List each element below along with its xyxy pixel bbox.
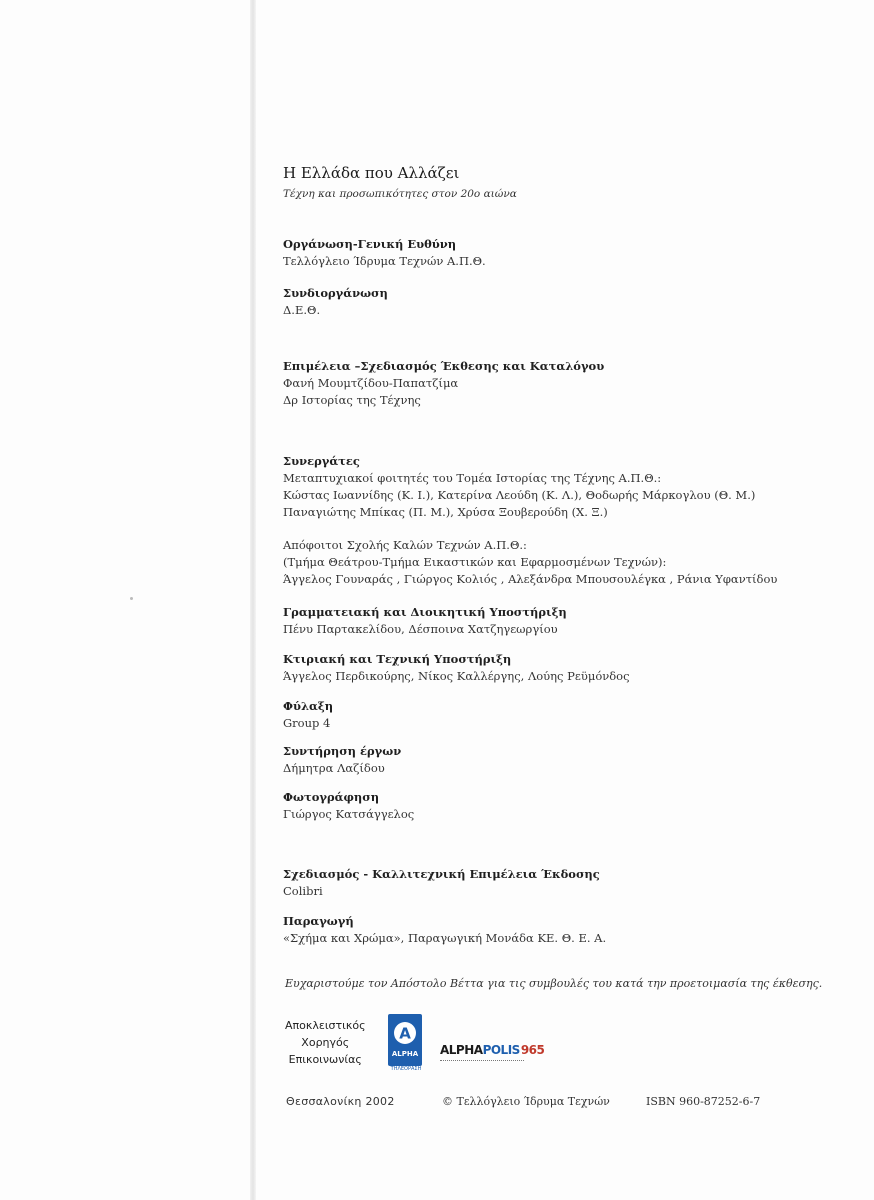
- alpha-logo-letter: A: [399, 1024, 411, 1043]
- sponsor-line: Αποκλειστικός: [285, 1019, 366, 1032]
- credit-line: Παναγιώτης Μπίκας (Π. Μ.), Χρύσα Ξουβερούδη (Χ. Ξ.): [283, 505, 608, 519]
- credit-line: Πένυ Παρτακελίδου, Δέσποινα Χατζηγεωργίου: [283, 622, 558, 636]
- credit-production: [283, 913, 606, 947]
- alpha-tv-caption: ΤΗΛΕΟΡΑΣΗ: [390, 1066, 422, 1072]
- credit-line: Φανή Μουμτζίδου-Παπατζίμα: [283, 376, 459, 390]
- credit-collaborators: [283, 453, 755, 521]
- credit-heading: Γραμματειακή και Διοικητική Υποστήριξη: [283, 605, 567, 619]
- alphapolis-a: ALPHA: [440, 1043, 483, 1057]
- credit-design: [283, 866, 600, 900]
- acknowledgement: Ευχαριστούμε τον Απόστολο Βέττα για τις συμβουλές του κατά την προετοιμασία της έκθεσης.: [285, 977, 823, 990]
- credit-heading: Συνδιοργάνωση: [283, 286, 388, 300]
- credit-heading: Συντήρηση έργων: [283, 744, 402, 758]
- credit-conservation: [283, 743, 401, 777]
- credit-administration: [283, 604, 567, 638]
- alpha-logo-word: ALPHA: [391, 1050, 419, 1058]
- sponsor-line: Χορηγός: [301, 1036, 350, 1049]
- credit-curation: [283, 358, 604, 409]
- publication-place-year: Θεσσαλονίκη 2002: [286, 1095, 395, 1108]
- credit-line: Απόφοιτοι Σχολής Καλών Τεχνών Α.Π.Θ.:: [283, 538, 527, 552]
- credit-heading: Φωτογράφηση: [283, 790, 380, 804]
- credit-heading: Επιμέλεια –Σχεδιασμός Έκθεσης και Καταλόγου: [283, 359, 605, 373]
- credit-line: «Σχήμα και Χρώμα», Παραγωγική Μονάδα ΚΕ. Θ. Ε. Α.: [283, 931, 607, 945]
- alphapolis-frequency: 965: [520, 1043, 545, 1057]
- credit-line: Κώστας Ιωαννίδης (Κ. Ι.), Κατερίνα Λεούδη (Κ. Λ.), Θοδωρής Μάρκογλου (Θ. Μ.): [283, 488, 756, 502]
- credit-line: Τελλόγλειο Ίδρυμα Τεχνών Α.Π.Θ.: [283, 254, 486, 268]
- page-fold: [250, 0, 256, 1200]
- isbn-number: ISBN 960-87252-6-7: [646, 1095, 761, 1108]
- credit-heading: Κτιριακή και Τεχνική Υποστήριξη: [283, 652, 512, 666]
- alphapolis-logo: [440, 1043, 544, 1057]
- credit-line: Άγγελος Γουναράς , Γιώργος Κολιός , Αλεξάνδρα Μπουσουλέγκα , Ράνια Υφαντίδου: [283, 572, 778, 586]
- credit-technical: [283, 651, 630, 685]
- credit-line: Group 4: [283, 716, 331, 730]
- credit-heading: Οργάνωση-Γενική Ευθύνη: [283, 237, 457, 251]
- credit-heading: Παραγωγή: [283, 914, 354, 928]
- copyright-notice: © Τελλόγλειο Ίδρυμα Τεχνών: [442, 1095, 610, 1108]
- credit-heading: Συνεργάτες: [283, 454, 360, 468]
- credit-heading: Σχεδιασμός - Καλλιτεχνική Επιμέλεια Έκδοσης: [283, 867, 600, 881]
- credit-co-organisation: [283, 285, 388, 319]
- credit-line: Μεταπτυχιακοί φοιτητές του Τομέα Ιστορίας της Τέχνης Α.Π.Θ.:: [283, 471, 662, 485]
- alphapolis-b: POLIS: [482, 1043, 520, 1057]
- credit-heading: Φύλαξη: [283, 699, 334, 713]
- credit-security: [283, 698, 333, 732]
- paper-speck: [130, 597, 133, 600]
- credit-organisation: [283, 236, 486, 270]
- sponsor-line: Επικοινωνίας: [288, 1053, 362, 1066]
- book-title: Η Ελλάδα που Αλλάζει: [283, 164, 460, 182]
- credit-photography: [283, 789, 414, 823]
- alpha-tv-logo: [388, 1014, 422, 1066]
- credit-line: Δρ Ιστορίας της Τέχνης: [283, 393, 421, 407]
- alphapolis-underline: [440, 1060, 524, 1065]
- credit-line: Δήμητρα Λαζίδου: [283, 761, 385, 775]
- credit-line: Colibri: [283, 884, 323, 898]
- credit-line: Γιώργος Κατσάγγελος: [283, 807, 415, 821]
- sponsor-label: [285, 1017, 366, 1068]
- credit-line: Άγγελος Περδικούρης, Νίκος Καλλέργης, Λούης Ρεϋμόνδος: [283, 669, 630, 683]
- book-subtitle: Τέχνη και προσωπικότητες στον 20ο αιώνα: [283, 188, 517, 200]
- credit-line: (Τμήμα Θεάτρου-Τμήμα Εικαστικών και Εφαρμοσμένων Τεχνών):: [283, 555, 667, 569]
- credit-graduates: [283, 537, 777, 588]
- credit-line: Δ.Ε.Θ.: [283, 303, 321, 317]
